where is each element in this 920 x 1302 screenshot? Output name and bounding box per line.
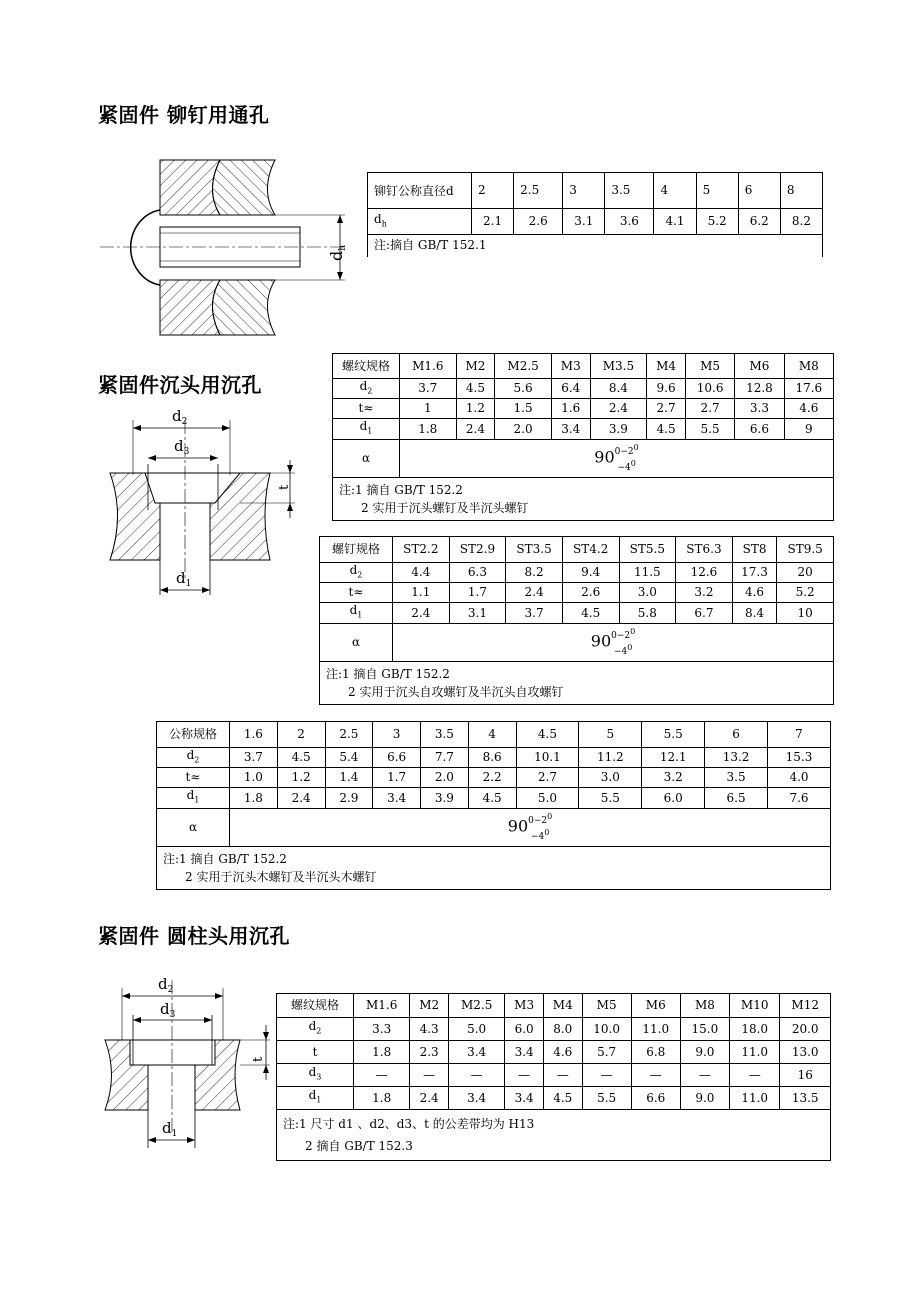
rivet-table: 铆钉公称直径d 2 2.5 3 3.5 4 5 6 8 $d_h$ 2.1 2.6 3.1 3.6 4.1 5.2 6.2 8.2 注:摘自 GB/T 152.1 bbox=[367, 172, 823, 257]
rivet-hole-drawing bbox=[100, 155, 360, 340]
t2-alpha-label: α bbox=[320, 623, 393, 661]
fig-d3-label: d bbox=[174, 437, 184, 455]
t4-t-label: t bbox=[277, 1041, 354, 1064]
section-title-rivet: 紧固件 铆钉用通孔 bbox=[98, 103, 270, 127]
t2-alpha-value: $900-2^0$ $-4^0$ bbox=[393, 623, 834, 661]
t2-header: 螺钉规格 bbox=[320, 537, 393, 563]
svg-text:d3: $d_3$ bbox=[160, 1000, 176, 1020]
rivet-note: 注:摘自 GB/T 152.1 bbox=[368, 235, 823, 258]
svg-text:d1: $d_1$ bbox=[176, 569, 192, 589]
wood-screw-table: 公称规格 1.6 2 2.5 3 3.5 4 4.5 5 5.5 6 7 $d_2$ 3.7 4.5 5.4 6.6 7.7 8.6 10.1 11.2 12.1 13.2 15.3 t≈ 1.0 1.2 1.4 1.7 2.0 2.2 2.7 3.0 3.2 3.5 4.0 $d_1$ 1.8 2.4 2.9 3.4 3.9 4.5 5.0 5.5 6.0 6.5 7.6 α $900-2^0$ $-4^0$ 注:1 摘自 GB/T 152.2 2 实用于沉头木螺钉及半沉头木螺钉 bbox=[156, 721, 831, 890]
t1-t-label: t≈ bbox=[333, 399, 400, 419]
t1-alpha-value: $900-2^0$ $-4^0$ bbox=[400, 439, 834, 477]
t3-alpha-label: α bbox=[157, 808, 230, 846]
fig-dh-label: d bbox=[327, 250, 346, 261]
self-tapping-screw-table: 螺钉规格 ST2.2 ST2.9 ST3.5 ST4.2 ST5.5 ST6.3 ST8 ST9.5 $d_2$ 4.4 6.3 8.2 9.4 11.5 12.6 17.3 20 t≈ 1.1 1.7 2.4 2.6 3.0 3.2 4.6 5.2 $d_1$ 2.4 3.1 3.7 4.5 5.8 6.7 8.4 10 α $900-2^0$ $-4^0$ 注:1 摘自 GB/T 152.2 2 实用于沉头自攻螺钉及半沉头自攻螺钉 bbox=[319, 536, 834, 705]
svg-text:d3: $d_3$ bbox=[174, 437, 190, 457]
countersunk-hole-drawing bbox=[100, 400, 305, 600]
cylinder-head-counterbore-drawing bbox=[100, 970, 275, 1150]
t1-d2-label: $d_2$ bbox=[333, 379, 400, 399]
rivet-d-label: 铆钉公称直径d bbox=[368, 173, 472, 209]
t4-d1-label: $d_1$ bbox=[277, 1087, 354, 1110]
t2-d1-label: $d_1$ bbox=[320, 603, 393, 623]
svg-text:dh: dh bbox=[327, 244, 348, 261]
cylinder-head-table: 螺纹规格 M1.6 M2 M2.5 M3 M4 M5 M6 M8 M10 M12 $d_2$ 3.3 4.3 5.0 6.0 8.0 10.0 11.0 15.0 18.0 20.0 t 1.8 2.3 3.4 3.4 4.6 5.7 6.8 9.0 11.0 13.0 $d_3$ — — — — — — — — — 16 $d_1$ 1.8 2.4 3.4 3.4 4.5 5.5 6.6 9.0 11.0 13.5 注:1 尺寸 d1 、d2、d3、t 的公差带均为 H13 2 摘自 GB/T 152.3 bbox=[276, 993, 831, 1161]
t1-note: 注:1 摘自 GB/T 152.2 2 实用于沉头螺钉及半沉头螺钉 bbox=[333, 477, 834, 520]
fig2-t-label: t bbox=[251, 1056, 266, 1062]
fig-t-label: t bbox=[277, 484, 292, 490]
t4-d2-label: $d_2$ bbox=[277, 1018, 354, 1041]
section-title-cylinder: 紧固件 圆柱头用沉孔 bbox=[98, 924, 290, 948]
svg-text:d1: $d_1$ bbox=[162, 1119, 178, 1139]
rivet-dh-label: $d_h$ bbox=[368, 209, 472, 235]
t3-d2-label: $d_2$ bbox=[157, 748, 230, 768]
t2-d2-label: $d_2$ bbox=[320, 563, 393, 583]
t4-header: 螺纹规格 bbox=[277, 994, 354, 1018]
t4-d3-label: $d_3$ bbox=[277, 1064, 354, 1087]
t3-alpha-value: $900-2^0$ $-4^0$ bbox=[230, 808, 831, 846]
t1-alpha-label: α bbox=[333, 439, 400, 477]
svg-text:d2: $d_2$ bbox=[172, 407, 188, 427]
fig-d2-label: d bbox=[172, 407, 182, 425]
fig2-d1-label: d bbox=[162, 1119, 172, 1137]
t1-header: 螺纹规格 bbox=[333, 354, 400, 379]
countersunk-screw-table: 螺纹规格 M1.6 M2 M2.5 M3 M3.5 M4 M5 M6 M8 $d_2$ 3.7 4.5 5.6 6.4 8.4 9.6 10.6 12.8 17.6 t≈ 1 1.2 1.5 1.6 2.4 2.7 2.7 3.3 4.6 $d_1$ 1.8 2.4 2.0 3.4 3.9 4.5 5.5 6.6 9 α $900-2^0$ $-4^0$ 注:1 摘自 GB/T 152.2 2 实用于沉头螺钉及半沉头螺钉 bbox=[332, 353, 834, 521]
t4-note: 注:1 尺寸 d1 、d2、d3、t 的公差带均为 H13 2 摘自 GB/T 152.3 bbox=[277, 1110, 831, 1161]
fig2-d2-label: d bbox=[158, 975, 168, 993]
fig-d1-label: d bbox=[176, 569, 186, 587]
t1-d1-label: $d_1$ bbox=[333, 419, 400, 439]
fig2-d3-label: d bbox=[160, 1000, 170, 1018]
t2-t-label: t≈ bbox=[320, 583, 393, 603]
t3-header: 公称规格 bbox=[157, 722, 230, 748]
t2-note: 注:1 摘自 GB/T 152.2 2 实用于沉头自攻螺钉及半沉头自攻螺钉 bbox=[320, 661, 834, 704]
section-title-countersunk: 紧固件沉头用沉孔 bbox=[98, 373, 262, 397]
svg-text:d2: $d_2$ bbox=[158, 975, 174, 995]
t3-note: 注:1 摘自 GB/T 152.2 2 实用于沉头木螺钉及半沉头木螺钉 bbox=[157, 846, 831, 889]
t3-t-label: t≈ bbox=[157, 768, 230, 788]
t3-d1-label: $d_1$ bbox=[157, 788, 230, 808]
